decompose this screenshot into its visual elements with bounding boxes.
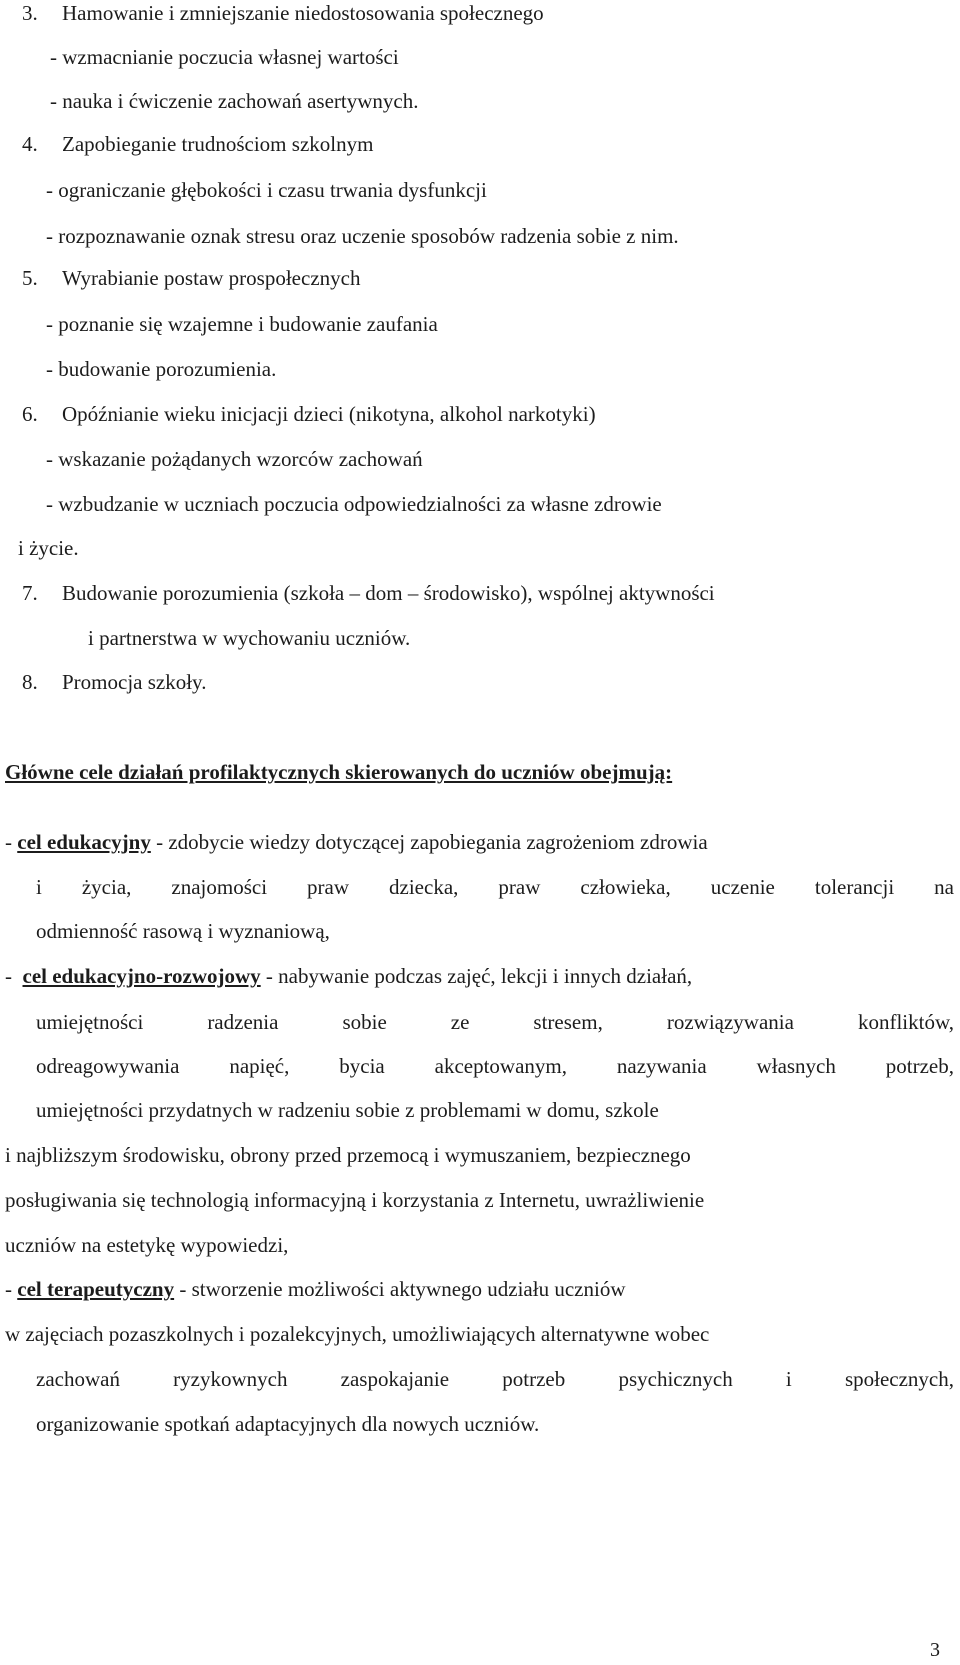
- list-item-title: Promocja szkoły.: [62, 670, 207, 694]
- goal-text-line: w zajęciach pozaszkolnych i pozalekcyjnych, umożliwiających alternatywne wobec: [5, 1322, 710, 1346]
- list-item-5: [22, 268, 360, 296]
- list-number: 8.: [22, 670, 38, 694]
- goal-label: cel terapeutyczny: [17, 1277, 175, 1301]
- list-item-title: Opóźnianie wieku inicjacji dzieci (nikotyna, alkohol narkotyki): [62, 402, 596, 426]
- goal-text-line: umiejętności radzenia sobie ze stresem, rozwiązywania konfliktów,: [36, 1010, 954, 1034]
- goal-developmental: [5, 966, 692, 994]
- goal-separator: -: [150, 830, 169, 854]
- goal-separator: -: [174, 1277, 192, 1301]
- sub-item-continuation: i partnerstwa w wychowaniu uczniów.: [88, 626, 411, 650]
- goal-text-line: umiejętności przydatnych w radzeniu sobie z problemami w domu, szkole: [36, 1098, 659, 1122]
- sub-item: - wzmacnianie poczucia własnej wartości: [50, 45, 399, 69]
- goal-dash: -: [5, 830, 18, 854]
- goal-text-line: odmienność rasową i wyznaniową,: [36, 919, 330, 943]
- goal-text-line: i życia, znajomości praw dziecka, praw człowieka, uczenie tolerancji na: [36, 875, 954, 899]
- sub-item-continuation: i życie.: [18, 536, 79, 560]
- sub-item: - wzbudzanie w uczniach poczucia odpowiedzialności za własne zdrowie: [46, 492, 662, 516]
- goal-text-line: uczniów na estetykę wypowiedzi,: [5, 1233, 289, 1257]
- goal-text-line: organizowanie spotkań adaptacyjnych dla nowych uczniów.: [36, 1412, 540, 1436]
- section-heading: Główne cele działań profilaktycznych skierowanych do uczniów obejmują:: [5, 760, 673, 784]
- list-number: 7.: [22, 581, 38, 605]
- list-item-title: Hamowanie i zmniejszanie niedostosowania społecznego: [62, 1, 544, 25]
- goal-text: stworzenie możliwości aktywnego udziału uczniów: [191, 1277, 626, 1301]
- page-number: 3: [930, 1639, 940, 1661]
- list-number: 3.: [22, 1, 38, 25]
- list-item-3: [22, 3, 544, 31]
- goal-label: cel edukacyjno-rozwojowy: [22, 964, 261, 988]
- list-item-title: Budowanie porozumienia (szkoła – dom – środowisko), wspólnej aktywności: [62, 581, 715, 605]
- sub-item: - wskazanie pożądanych wzorców zachowań: [46, 447, 423, 471]
- list-item-8: [22, 672, 206, 700]
- sub-item: - budowanie porozumienia.: [46, 357, 277, 381]
- sub-item: - ograniczanie głębokości i czasu trwania dysfunkcji: [46, 178, 487, 202]
- goal-text: nabywanie podczas zajęć, lekcji i innych działań,: [278, 964, 693, 988]
- goal-dash: -: [5, 1277, 18, 1301]
- sub-item: - rozpoznawanie oznak stresu oraz uczenie sposobów radzenia sobie z nim.: [46, 224, 679, 248]
- goal-text: zdobycie wiedzy dotyczącej zapobiegania zagrożeniom zdrowia: [168, 830, 708, 854]
- goal-therapeutic: [5, 1279, 625, 1307]
- list-number: 4.: [22, 132, 38, 156]
- list-number: 5.: [22, 266, 38, 290]
- sub-item: - poznanie się wzajemne i budowanie zaufania: [46, 312, 438, 336]
- goal-text-line: posługiwania się technologią informacyjną i korzystania z Internetu, uwrażliwienie: [5, 1188, 705, 1212]
- list-item-6: [22, 404, 596, 432]
- list-number: 6.: [22, 402, 38, 426]
- goal-separator: -: [260, 964, 279, 988]
- list-item-4: [22, 134, 373, 162]
- goal-text-line: odreagowywania napięć, bycia akceptowanym, nazywania własnych potrzeb,: [36, 1054, 954, 1078]
- goal-text-line: zachowań ryzykownych zaspokajanie potrzeb psychicznych i społecznych,: [36, 1367, 954, 1391]
- list-item-title: Wyrabianie postaw prospołecznych: [62, 266, 361, 290]
- list-item-7: [22, 583, 715, 611]
- goal-text-line: i najbliższym środowisku, obrony przed przemocą i wymuszaniem, bezpiecznego: [5, 1143, 691, 1167]
- goal-dash: -: [5, 964, 23, 988]
- sub-item: - nauka i ćwiczenie zachowań asertywnych.: [50, 89, 419, 113]
- goal-educational: [5, 832, 708, 860]
- list-item-title: Zapobieganie trudnościom szkolnym: [62, 132, 374, 156]
- goal-label: cel edukacyjny: [17, 830, 151, 854]
